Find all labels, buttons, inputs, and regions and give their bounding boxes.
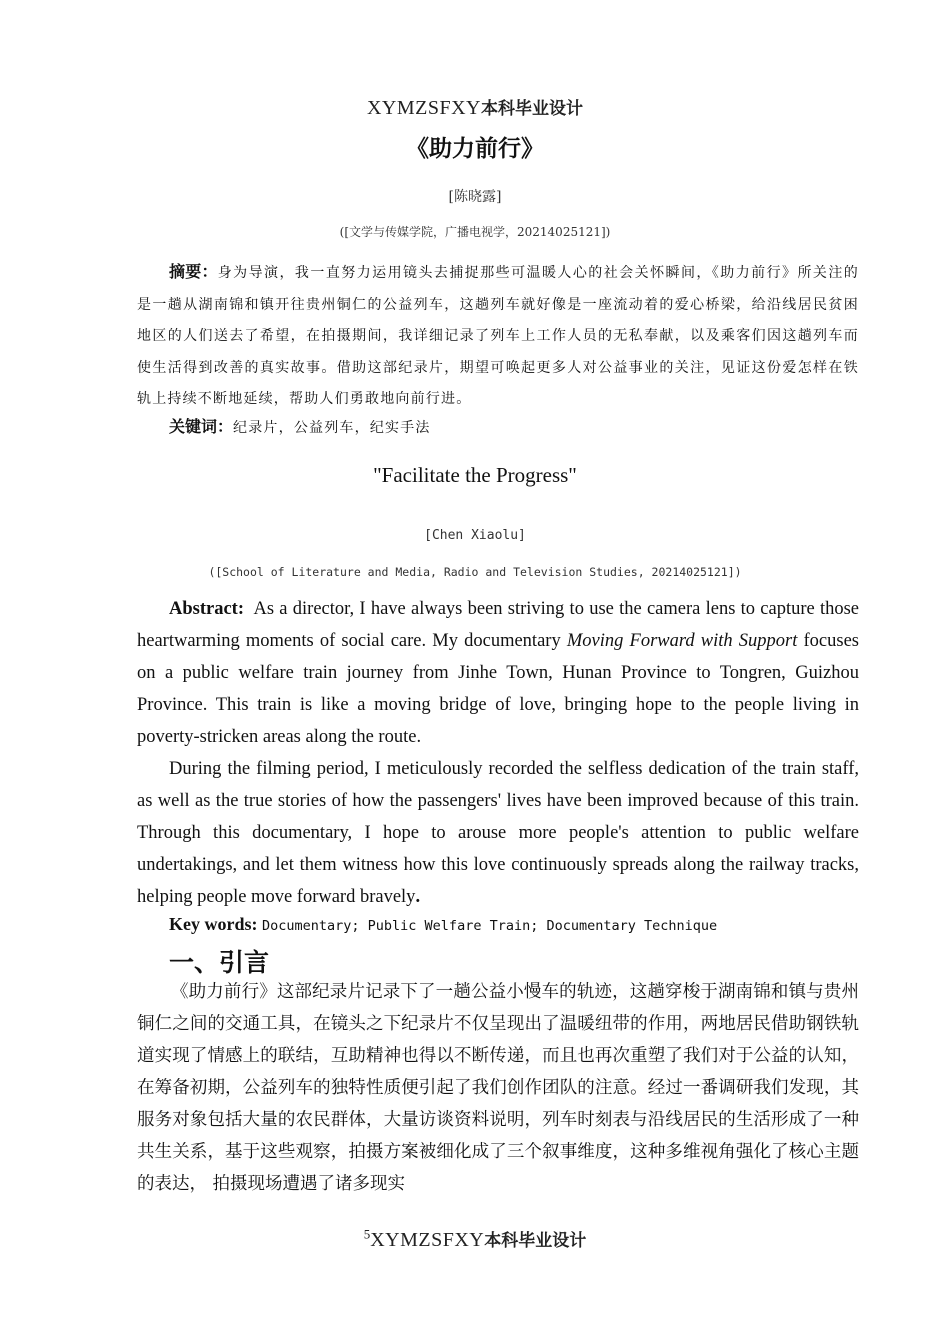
- chinese-keywords-text: 纪录片，公益列车，纪实手法: [233, 420, 431, 436]
- chinese-abstract: [137, 256, 859, 416]
- english-abstract-p2-text: During the filming period, I meticulously recorded the selfless dedication of the train staff, as well as the true stories of how the passengers' lives have been improved because of this train. Through this documentary, I hope to arouse more people's attention to public welfare undertakings, and let them witness how this love continuously spreads along the railway tracks, helping people move forward bravely: [137, 759, 859, 907]
- english-abstract-p1-before: As a director, I have always been striving to use the camera lens to capture those heartwarming moments of social care. My documentary: [137, 599, 860, 651]
- english-keywords-label: Key words:: [169, 914, 258, 934]
- footer-thesis-label: 本科毕业设计: [484, 1231, 587, 1251]
- section-heading-introduction: 一、引言: [169, 948, 270, 977]
- page-number: 5: [363, 1226, 371, 1242]
- page-footer: [0, 1226, 950, 1252]
- page-header: [0, 94, 950, 120]
- chinese-affiliation: ([文学与传媒学院，广播电视学，20214025121]): [339, 225, 611, 239]
- header-school-code: XYMZSFXY: [366, 97, 482, 119]
- chinese-abstract-label: 摘要：: [169, 262, 218, 281]
- english-keywords-text: Documentary; Public Welfare Train; Documentary Technique: [262, 918, 718, 934]
- chinese-author: [陈晓露]: [448, 189, 502, 205]
- documentary-title-italic: Moving Forward with Support: [566, 631, 798, 651]
- introduction-body: 《助力前行》这部纪录片记录下了一趟公益小慢车的轨迹，这趟穿梭于湖南锦和镇与贵州铜仁之间的交通工具，在镜头之下纪录片不仅呈现出了温暖纽带的作用，两地居民借助钢铁轨道实现了情感上的联结，互助精神也得以不断传递，而且也再次重塑了我们对于公益的认知， 在筹备初期，公益列车的独特性质便引起了我们创作团队的注意。经过一番调研我们发现，其服务对象包括大量的农民群体，大量访谈资料说明，列车时刻表与沿线居民的生活形成了一种共生关系，基于这些观察，拍摄方案被细化成了三个叙事维度，这种多维视角强化了核心主题的表达， 拍摄现场遭遇了诸多现实: [137, 982, 859, 1194]
- english-abstract-p1-after: focuses on a public welfare train journey from Jinhe Town, Hunan Province to Tongren, Guizhou Province. This train is like a moving bridge of love, bringing hope to the people living in poverty-stricken areas along the route.: [137, 631, 860, 747]
- footer-school-code: XYMZSFXY: [370, 1229, 485, 1251]
- chinese-keywords-label: 关键词：: [169, 417, 234, 436]
- header-thesis-label: 本科毕业设计: [481, 99, 584, 119]
- english-abstract-label: Abstract:: [169, 599, 245, 619]
- chinese-abstract-text: 身为导演，我一直努力运用镜头去捕捉那些可温暖人心的社会关怀瞬间，《助力前行》所关注的是一趟从湖南锦和镇开往贵州铜仁的公益列车，这趟列车就好像是一座流动着的爱心桥梁，给沿线居民贫困地区的人们送去了希望，在拍摄期间，我详细记录了列车上工作人员的无私奉献，以及乘客们因这趟列车而使生活得到改善的真实故事。借助这部纪录片，期望可唤起更多人对公益事业的关注，见证这份爱怎样在铁轨上持续不断地延续，帮助人们勇敢地向前行进。: [137, 265, 859, 407]
- chinese-keywords: [169, 414, 859, 437]
- english-affiliation: ([School of Literature and Media, Radio and Television Studies, 20214025121]): [208, 565, 742, 579]
- english-keywords: [169, 914, 859, 935]
- english-author: [Chen Xiaolu]: [424, 528, 526, 543]
- chinese-title: 《助力前行》: [406, 136, 544, 162]
- english-abstract-paragraph-1: [137, 593, 859, 753]
- english-abstract-paragraph-2: [137, 753, 859, 913]
- english-abstract-p2-end: .: [415, 887, 421, 907]
- english-title: "Facilitate the Progress": [373, 463, 577, 487]
